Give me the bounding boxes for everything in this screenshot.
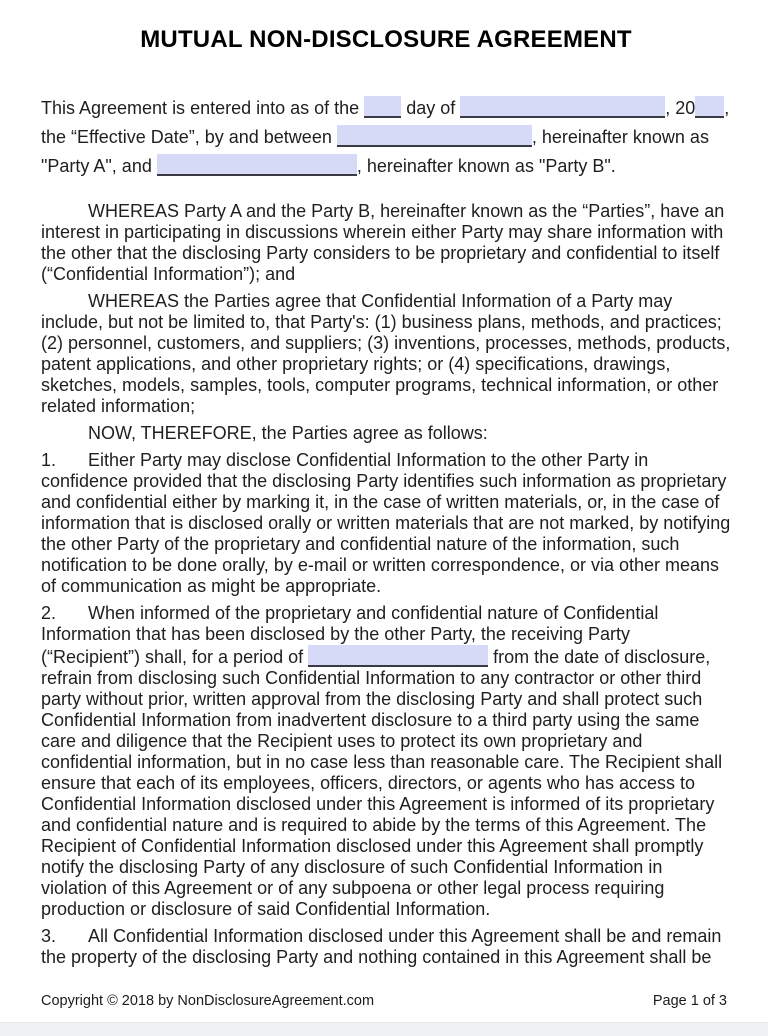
copyright-text: Copyright © 2018 by NonDisclosureAgreement.com bbox=[41, 993, 375, 1009]
opening-text-year-prefix: , 20 bbox=[665, 98, 696, 118]
opening-text-party-b: , hereinafter known as "Party B". bbox=[356, 156, 616, 176]
clause-3 bbox=[41, 926, 731, 968]
clause-2-number: 2. bbox=[41, 603, 57, 623]
clause-3-number: 3. bbox=[41, 926, 57, 946]
clause-1-number: 1. bbox=[41, 450, 57, 470]
recital-whereas-2: WHEREAS the Parties agree that Confidential Information of a Party may include, but not be limited to, that Party's: (1) business plans, methods, and practices; (2) personnel, customers, and suppliers; (3) inventions, processes, methods, products, patent applications, and other proprietary rights; or (4) specifications, drawings, sketches, models, samples, tools, computer programs, technical information, or other related information; bbox=[41, 291, 731, 416]
opening-text-comma: , bbox=[724, 98, 730, 118]
recital-whereas-1: WHEREAS Party A and the Party B, hereinafter known as the “Parties”, have an interest in participating in discussions wherein either Party may share information with the other that the disclosing Party considers to be proprietary and confidential to itself (“Confidential Information”); and bbox=[41, 201, 725, 284]
period-field[interactable] bbox=[308, 645, 488, 667]
clause-2 bbox=[41, 603, 731, 920]
clause-2-text-post: from the date of disclosure, refrain from disclosing such Confidential Information to any contractor or other third party without prior, written approval from the disclosing Party and shall protect such Confidential Information from inadvertent disclosure to a third party using the same care and diligence that the Recipient uses to protect its own proprietary and confidential information, but in no case less than reasonable care. The Recipient shall ensure that each of its employees, officers, directors, or agents who has access to Confidential Information disclosed under this Agreement is informed of its proprietary and confidential nature and is required to abide by the terms of this Agreement. The Recipient of Confidential Information disclosed under this Agreement shall promptly notify the disclosing Party of any disclosure of such Confidential Information in violation of this Agreement or of any subpoena or other legal process requiring production or disclosure of said Confidential Information. bbox=[41, 647, 723, 919]
opening-paragraph bbox=[41, 94, 731, 181]
page-number: Page 1 of 3 bbox=[652, 993, 727, 1009]
opening-text-intro: This Agreement is entered into as of the bbox=[41, 98, 365, 118]
day-field[interactable] bbox=[364, 96, 401, 118]
now-therefore-line: NOW, THEREFORE, the Parties agree as follows: bbox=[88, 423, 488, 443]
month-field[interactable] bbox=[460, 96, 665, 118]
opening-text-known-as: , hereinafter known as bbox=[531, 127, 709, 147]
clause-3-text: All Confidential Information disclosed under this Agreement shall be and remain the property of the disclosing Party and nothing contained in this Agreement shall be bbox=[41, 926, 722, 967]
opening-text-party-a: "Party A", and bbox=[41, 156, 157, 176]
clause-1-text: Either Party may disclose Confidential Information to the other Party in confidence provided that the disclosing Party identifies such information as proprietary and confidential either by marking it, in the case of written materials, or, in the case of information that is disclosed orally or written materials that are not marked, by notifying the other Party of the proprietary and confidential nature of the information, such notification to be done orally, by e-mail or written correspondence, or via other means of communication as might be appropriate. bbox=[41, 450, 731, 596]
opening-text-day-of: day of bbox=[401, 98, 461, 118]
party-b-field[interactable] bbox=[157, 154, 357, 176]
document-title: MUTUAL NON-DISCLOSURE AGREEMENT bbox=[140, 26, 632, 53]
party-a-field[interactable] bbox=[337, 125, 532, 147]
year-field[interactable] bbox=[695, 96, 724, 118]
opening-text-effective-date: the “Effective Date”, by and between bbox=[41, 127, 337, 147]
page-gap bbox=[0, 1022, 768, 1036]
page-footer bbox=[41, 993, 727, 1010]
clause-2-text-pre: When informed of the proprietary and confidential nature of Confidential Information that has been disclosed by the other Party, the receiving Party (“Recipient”) shall, for a period of bbox=[41, 603, 659, 667]
clause-1 bbox=[41, 450, 731, 597]
